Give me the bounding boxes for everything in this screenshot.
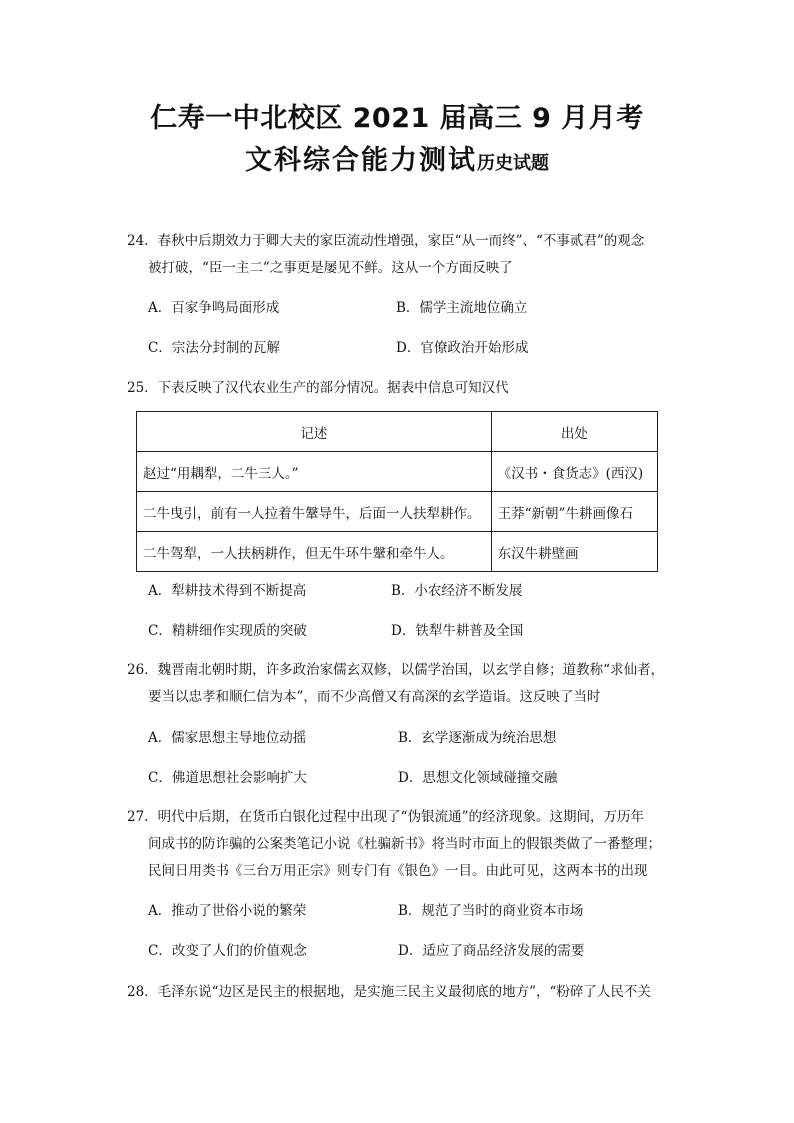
table-header-row	[137, 412, 658, 452]
table-header: 出处	[491, 412, 657, 452]
table-header: 记述	[137, 412, 492, 452]
question-stem: 26．魏晋南北朝时期，许多政治家儒玄双修，以儒学治国，以玄学自修；道教称“求仙者，	[127, 662, 665, 678]
option-d: D．思想文化领域碰撞交融	[398, 770, 558, 786]
table-cell: 东汉牛耕壁画	[491, 532, 657, 572]
question-stem: 间成书的防诈骗的公案类笔记小说《杜骗新书》将当时市面上的假银类做了一番整理；	[148, 836, 661, 852]
option-a: A．推动了世俗小说的繁荣	[148, 903, 307, 919]
question-25	[127, 375, 667, 402]
option-b: B．儒学主流地位确立	[396, 300, 528, 316]
option-a: A．犁耕技术得到不断提高	[148, 583, 307, 599]
table-row	[137, 492, 658, 532]
question-stem: 24．春秋中后期效力于卿大夫的家臣流动性增强，家臣“从一而终”、“不事贰君”的观念	[127, 233, 645, 249]
exam-title-line2	[0, 138, 794, 177]
table-row	[137, 452, 658, 492]
table-cell: 二牛驾犁，一人扶柄耕作，但无牛环牛鞶和牵牛人。	[137, 532, 492, 572]
table-cell: 王莽“新朝”牛耕画像石	[491, 492, 657, 532]
option-d: D．官僚政治开始形成	[396, 340, 529, 356]
question-stem: 27．明代中后期，在货币白银化过程中出现了“伪银流通”的经济现象。这期间，万历年	[127, 809, 644, 825]
question-28	[127, 979, 667, 1006]
option-b: B．小农经济不断发展	[391, 583, 523, 599]
option-b: B．规范了当时的商业资本市场	[398, 903, 584, 919]
option-a: A．百家争鸣局面形成	[148, 300, 280, 316]
question-stem: 25．下表反映了汉代农业生产的部分情况。据表中信息可知汉代	[127, 380, 509, 396]
option-d: D．适应了商品经济发展的需要	[398, 943, 585, 959]
option-d: D．铁犁牛耕普及全国	[391, 623, 524, 639]
question-stem: 要当以忠孝和顺仁信为本”，而不少高僧又有高深的玄学造诣。这反映了当时	[148, 689, 601, 705]
table-cell: 赵过“用耦犁，二牛三人。”	[137, 452, 492, 492]
option-c: C．佛道思想社会影响扩大	[148, 770, 307, 786]
exam-title-line1: 仁寿一中北校区 2021 届高三 9 月月考	[150, 103, 644, 134]
exam-title-main: 文科综合能力测试	[245, 145, 477, 176]
question-stem: 被打破，“臣一主二”之事更是屡见不鲜。这从一个方面反映了	[148, 260, 513, 276]
option-c: C．精耕细作实现质的突破	[148, 623, 307, 639]
option-b: B．玄学逐渐成为统治思想	[398, 730, 557, 746]
table-row	[137, 532, 658, 572]
question-stem: 28．毛泽东说“边区是民主的根据地，是实施三民主义最彻底的地方”，“粉碎了人民不关	[127, 984, 651, 1000]
table-cell: 《汉书・食货志》(西汉)	[491, 452, 657, 492]
option-c: C．宗法分封制的瓦解	[148, 340, 280, 356]
exam-title-subject: 历史试题	[477, 153, 549, 174]
question-stem: 民间日用类书《三台万用正宗》则专门有《银色》一目。由此可见，这两本书的出现	[148, 863, 648, 879]
question-26	[127, 657, 667, 711]
option-a: A．儒家思想主导地位动摇	[148, 730, 307, 746]
option-c: C．改变了人们的价值观念	[148, 943, 307, 959]
table-cell: 二牛曳引，前有一人拉着牛鞶导牛，后面一人扶犁耕作。	[137, 492, 492, 532]
question-27	[127, 804, 667, 885]
question-24	[127, 228, 667, 282]
data-table	[136, 411, 658, 572]
